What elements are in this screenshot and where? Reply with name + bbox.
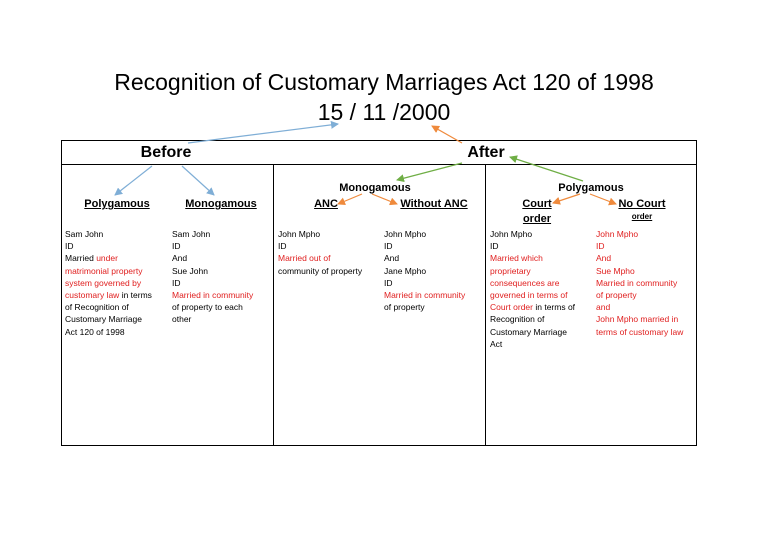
text-line: ID [172, 277, 181, 288]
text-line: other [172, 314, 192, 325]
text-line: matrimonial property [65, 265, 143, 276]
no-court-order-subheading: order [631, 212, 653, 221]
text-line: consequences are [490, 277, 560, 288]
before-heading: Before [140, 144, 192, 161]
text-line: John Mpho [596, 229, 639, 239]
no-court-heading: No Court [618, 198, 666, 210]
text-line: Customary Marriage [490, 326, 567, 337]
text-line: system governed by [65, 277, 142, 288]
text-line: John Mpho [490, 229, 533, 239]
polygamous-before-heading: Polygamous [84, 198, 150, 210]
text-segment: under [96, 253, 118, 264]
arrow-monogamous-to-anc [338, 194, 362, 204]
text-line: of property to each [172, 302, 243, 313]
text-line: John Mpho [384, 229, 427, 239]
text-line: And [596, 253, 612, 264]
arrow-monogamous-to-without-anc [372, 194, 397, 204]
text-line: of property [596, 290, 637, 301]
text-line: Customary Marriage [65, 314, 142, 325]
arrow-before-to-polygamous [115, 166, 152, 195]
text-line: Jane Mpho [384, 265, 427, 276]
arrow-date-from-before [188, 124, 338, 143]
arrow-after-to-monogamous [397, 163, 462, 180]
text-segment: in terms [119, 290, 152, 301]
court-heading: Court [522, 198, 552, 210]
text-line: ID [384, 241, 393, 252]
polygamous-after-heading: Polygamous [558, 182, 624, 194]
text-line: John Mpho [278, 229, 321, 239]
text-line: community of property [278, 265, 363, 276]
anc-heading: ANC [314, 198, 338, 210]
text-line: ID [65, 241, 74, 252]
text-line: Married out of [278, 253, 331, 264]
text-line: Married in community [384, 290, 466, 301]
text-line: terms of customary law [596, 326, 684, 337]
text-line: Sue Mpho [596, 265, 635, 276]
title-date: 15 / 11 /2000 [317, 99, 451, 125]
text-line: John Mpho married in [596, 314, 679, 325]
text-segment: in terms of [533, 302, 576, 313]
text-line: Married in community [596, 277, 678, 288]
court-order-heading: order [522, 213, 552, 225]
arrow-after-to-date [432, 126, 462, 143]
text-line: Act [490, 338, 503, 349]
text-line: ID [384, 277, 393, 288]
text-line: And [384, 253, 400, 264]
after-heading: After [467, 144, 505, 161]
text-line: Sam John [172, 229, 211, 239]
monogamous-after-heading: Monogamous [339, 182, 411, 194]
without-anc-heading: Without ANC [400, 198, 468, 210]
text-line: ID [172, 241, 181, 252]
text-segment: customary law [65, 290, 120, 301]
monogamous-before-heading: Monogamous [185, 198, 257, 210]
text-line: of property [384, 302, 425, 313]
text-line: Married which [490, 253, 543, 264]
text-line: Act 120 of 1998 [65, 326, 125, 337]
arrow-polygamous-to-no-court [590, 194, 616, 204]
arrow-before-to-monogamous [182, 166, 214, 195]
text-segment: Married [65, 253, 97, 264]
text-line: of Recognition of [65, 302, 129, 313]
text-line: Married in community [172, 290, 254, 301]
text-line: proprietary [490, 265, 531, 276]
text-line: Sam John [65, 229, 104, 239]
text-line: and [596, 302, 611, 313]
text-line: And [172, 253, 188, 264]
text-segment: Court order [490, 302, 533, 313]
text-line: governed in terms of [490, 290, 568, 301]
text-line: Sue John [172, 265, 208, 276]
title-line-1: Recognition of Customary Marriages Act 120 of 1998 [114, 69, 654, 95]
text-line: ID [278, 241, 287, 252]
text-line: ID [490, 241, 499, 252]
text-line: ID [596, 241, 605, 252]
arrow-polygamous-to-after [510, 157, 583, 181]
arrow-polygamous-to-court [553, 194, 580, 203]
text-line: Recognition of [490, 314, 545, 325]
